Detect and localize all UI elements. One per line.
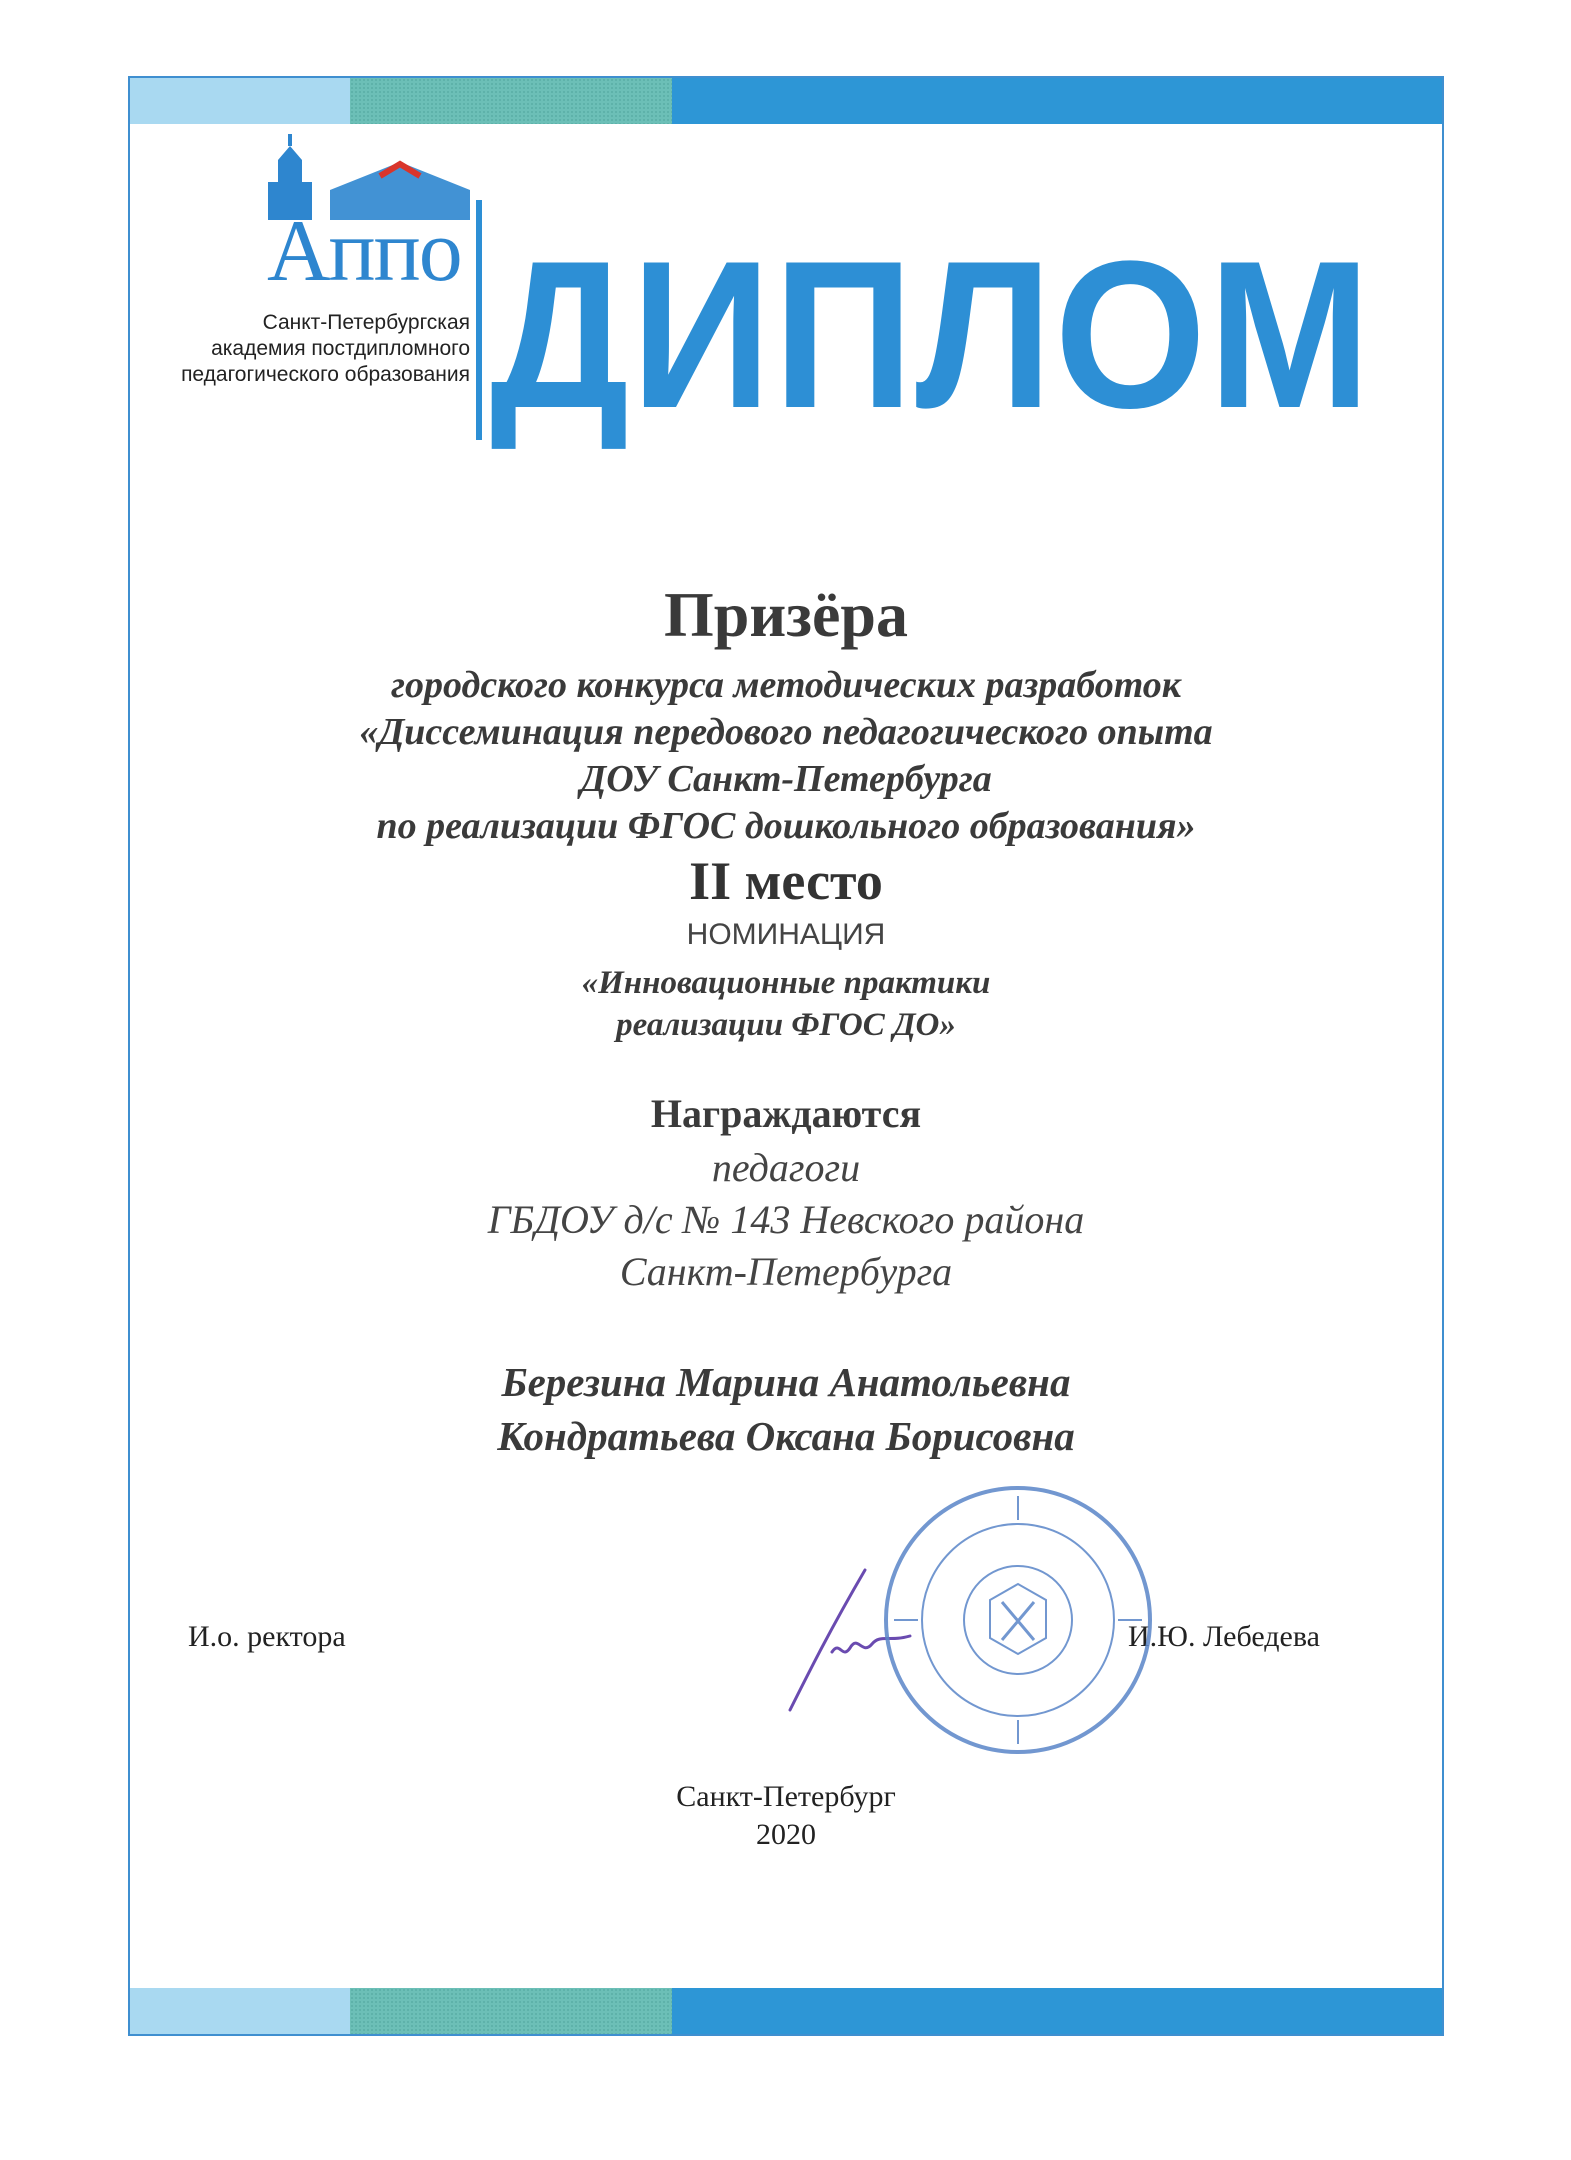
diploma-title: ДИПЛОМ bbox=[490, 217, 1373, 452]
footer-place-date bbox=[128, 1778, 1444, 1854]
awardee-names bbox=[128, 1355, 1444, 1463]
nomination-label: НОМИНАЦИЯ bbox=[686, 918, 886, 951]
logo-subtitle: Санкт-Петербургская академия постдипломного педагогического образования bbox=[181, 311, 470, 386]
official-seal-stamp bbox=[878, 1480, 1158, 1760]
footer-year: 2020 bbox=[756, 1818, 816, 1851]
awarded-heading: Награждаются bbox=[650, 1091, 922, 1136]
logo-wordmark: Аппо bbox=[267, 203, 461, 300]
prizer-heading: Призёра bbox=[664, 579, 908, 650]
appo-logo bbox=[140, 120, 470, 390]
top-color-band bbox=[130, 78, 1442, 124]
place-heading: II место bbox=[689, 851, 883, 911]
awardee-name: Березина Марина Анатольевна bbox=[501, 1359, 1071, 1405]
awardee-name: Кондратьева Оксана Борисовна bbox=[497, 1413, 1075, 1459]
contest-description: городского конкурса методических разработок «Диссеминация передового педагогического опыта ДОУ Санкт-Петербурга по реализации ФГОС дошкольного образования» bbox=[359, 664, 1213, 847]
organization: педагоги ГБДОУ д/с № 143 Невского района Санкт-Петербурга bbox=[487, 1145, 1085, 1294]
footer-city: Санкт-Петербург bbox=[676, 1780, 896, 1813]
nomination-title: «Инновационные практики реализации ФГОС ДО» bbox=[581, 965, 991, 1043]
signer-name: И.Ю. Лебедева bbox=[1128, 1620, 1320, 1653]
bottom-color-band bbox=[130, 1988, 1442, 2034]
header-divider bbox=[476, 200, 482, 440]
rector-title: И.о. ректора bbox=[188, 1620, 346, 1653]
